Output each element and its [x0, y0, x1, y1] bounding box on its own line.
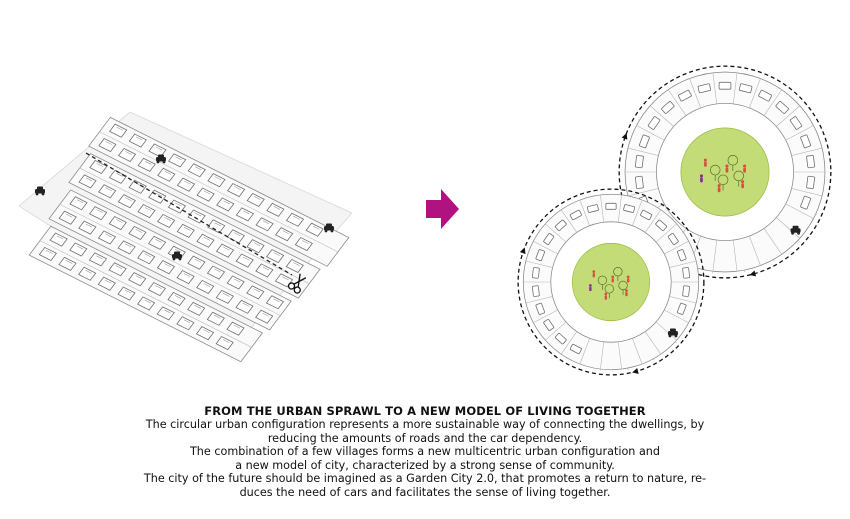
house: [683, 286, 690, 297]
lot-divider: [816, 214, 818, 215]
person-body: [718, 187, 721, 192]
caption-line: a new model of city, characterized by a strong sense of community.: [235, 458, 615, 472]
caption: [0, 404, 850, 500]
person-body: [704, 162, 707, 167]
person-body: [612, 278, 614, 282]
caption-line: duces the need of cars and facilitates the sense of living together.: [239, 485, 611, 499]
house: [719, 82, 731, 89]
house: [532, 267, 539, 278]
person-icon: [743, 165, 746, 168]
lot-divider: [654, 359, 655, 361]
person-body: [605, 295, 607, 299]
lot-divider: [798, 240, 799, 241]
person-icon: [725, 165, 728, 168]
caption-title: FROM THE URBAN SPRAWL TO A NEW MODEL OF LIVING TOGETHER: [204, 404, 646, 418]
person-icon: [592, 270, 595, 273]
person-body: [593, 273, 595, 277]
person-icon: [741, 180, 744, 183]
person-icon: [700, 174, 703, 177]
direction-arrow: [520, 246, 528, 254]
person-body: [589, 287, 591, 291]
park: [681, 128, 769, 216]
person-body: [700, 177, 703, 182]
person-icon: [604, 293, 607, 296]
caption-line: The circular urban configuration represents a more sustainable way of connecting the dwellings, by: [145, 418, 705, 431]
person-body: [741, 183, 744, 188]
lot-divider: [773, 259, 774, 261]
direction-arrow: [631, 368, 638, 375]
person-icon: [718, 184, 721, 187]
person-icon: [627, 275, 630, 278]
caption-line: reducing the amounts of roads and the car dependency.: [267, 431, 583, 445]
caption-line: The city of the future should be imagined as a Garden City 2.0, that promotes a return to nature, re-: [143, 472, 707, 486]
park: [572, 243, 649, 320]
house: [806, 176, 814, 189]
house: [532, 286, 539, 297]
person-body: [726, 168, 729, 173]
house: [635, 155, 643, 168]
lot-divider: [691, 319, 693, 320]
urban-sprawl-plan: [19, 112, 352, 362]
caption-line: The combination of a few villages forms a new multicentric urban configuration and: [189, 445, 661, 459]
lot-divider: [675, 342, 676, 343]
person-icon: [625, 289, 628, 292]
house: [635, 176, 643, 189]
house: [806, 155, 814, 168]
person-body: [625, 292, 627, 296]
direction-arrow: [622, 132, 630, 140]
person-icon: [704, 159, 707, 162]
house: [683, 267, 690, 278]
person-icon: [589, 284, 592, 287]
person-body: [627, 278, 629, 282]
arrow-right-icon: [426, 189, 459, 229]
house: [606, 203, 616, 209]
person-icon: [611, 275, 614, 278]
person-body: [743, 168, 746, 173]
